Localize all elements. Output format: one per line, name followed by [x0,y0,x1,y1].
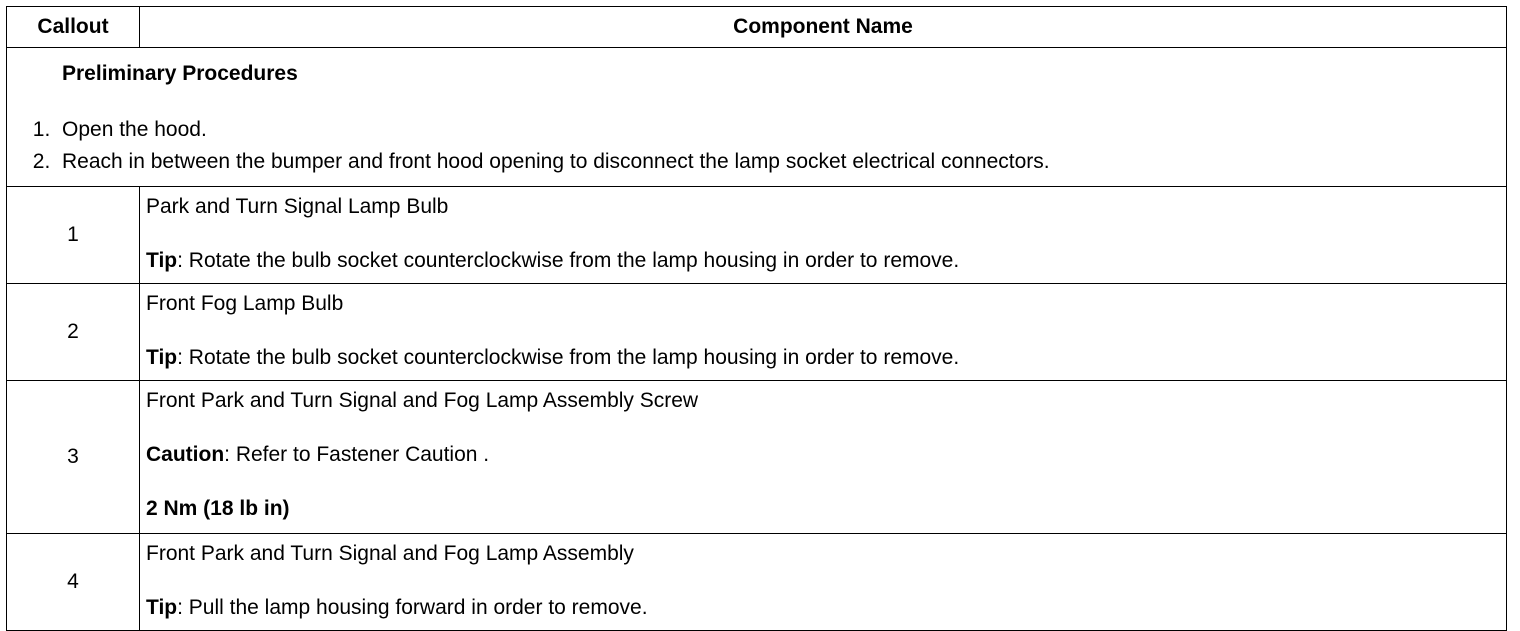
note-label: Tip [146,596,178,619]
note-text: : Pull the lamp housing forward in order to remove. [177,596,648,619]
component-name-header: Component Name [140,7,1507,48]
header-row [7,7,1507,48]
note-text: : Rotate the bulb socket counterclockwise from the lamp housing in order to remove. [177,346,960,369]
tip-note [146,247,1500,275]
note-text: : Rotate the bulb socket counterclockwise from the lamp housing in order to remove. [177,249,960,272]
component-name: Front Park and Turn Signal and Fog Lamp Assembly Screw [146,389,699,412]
callout-number: 3 [7,381,140,534]
component-table [6,6,1507,631]
step-text: Reach in between the bumper and front hood opening to disconnect the lamp socket electrical connectors. [62,150,1050,173]
note-label: Tip [146,249,178,272]
preliminary-step [7,146,1506,178]
note-label: Caution [146,443,225,466]
table-row [7,284,1507,381]
component-cell [140,187,1507,284]
callout-number: 2 [7,284,140,381]
note-text: : Refer to Fastener Caution . [224,443,490,466]
component-cell [140,381,1507,534]
note-label: Tip [146,346,178,369]
component-name: Park and Turn Signal Lamp Bulb [146,195,449,218]
component-cell [140,534,1507,631]
preliminary-title: Preliminary Procedures [62,62,298,85]
callout-header: Callout [7,7,140,48]
step-text: Open the hood. [62,118,207,141]
preliminary-step [7,114,1506,146]
component-name: Front Fog Lamp Bulb [146,292,344,315]
preliminary-steps [7,114,1506,178]
torque-spec: 2 Nm (18 lb in) [146,497,290,520]
component-name: Front Park and Turn Signal and Fog Lamp Assembly [146,542,634,565]
preliminary-row [7,48,1507,187]
step-number: 1 . [7,114,62,146]
step-number: 2 . [7,146,62,178]
table-row [7,534,1507,631]
component-cell [140,284,1507,381]
callout-number: 1 [7,187,140,284]
preliminary-cell [7,48,1507,187]
caution-note [146,441,1500,469]
tip-note [146,594,1500,622]
table-row [7,187,1507,284]
table-row [7,381,1507,534]
tip-note [146,344,1500,372]
callout-number: 4 [7,534,140,631]
